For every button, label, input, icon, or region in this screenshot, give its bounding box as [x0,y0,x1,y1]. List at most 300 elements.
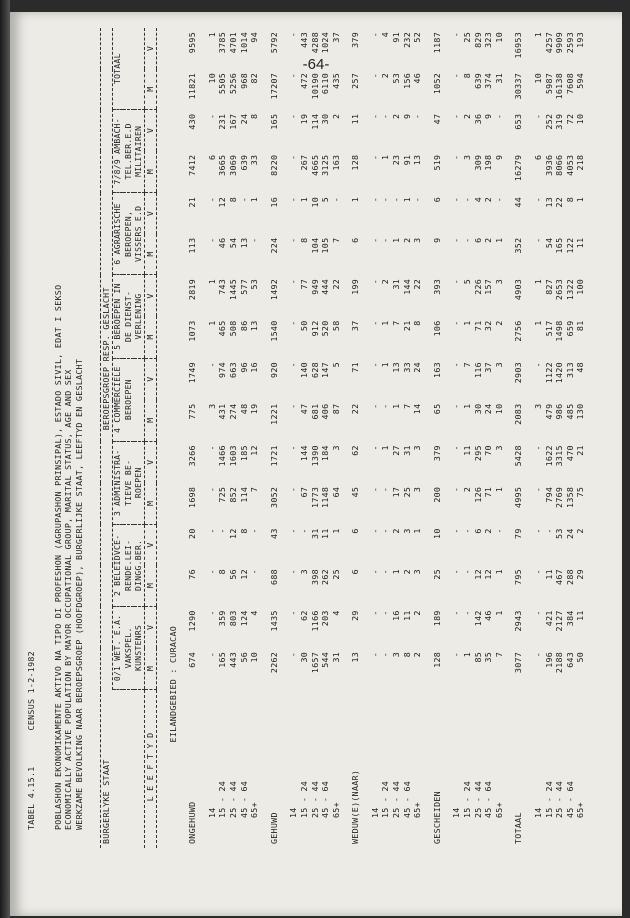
cell-value: 8220 [268,154,279,176]
cell-value: 379 [431,445,442,462]
cell-value: 163 [330,154,341,171]
cell-value: 8 [462,72,473,79]
cell-value: 24 [238,113,249,125]
table-row [320,28,331,848]
cell-value: 1 [401,196,412,203]
cell-value: 10 [309,196,320,208]
cell-value: - [369,403,380,409]
cell-value: 33 [249,154,260,166]
cell-value: 8 [227,196,238,203]
cell-value: 19 [249,403,260,415]
column-header [134,358,145,441]
sex-label: M [145,69,157,110]
sex-header-row [145,28,157,848]
cell-value: 75 [575,486,586,498]
table-row [544,28,555,848]
cell-value: 10 [575,113,586,125]
cell-value: 184 [320,445,331,462]
cell-value: 470 [564,445,575,462]
cell-value: 517 [543,320,554,337]
column-header: TIEVE BE- [123,441,134,524]
cell-value: 7608 [564,72,575,95]
cell-value: 44 [513,196,524,208]
age-label: 45 - 64 [238,780,249,818]
column-header-row [123,28,134,848]
cell-value: - [380,486,391,493]
age-label: 45 - 64 [564,780,575,818]
cell-value: - [288,610,299,616]
cell-value: 11 [462,445,473,456]
cell-value: - [462,610,473,616]
cell-value: - [288,72,299,79]
cell-value: 21 [401,320,412,332]
cell-value: 1 [391,403,402,409]
cell-value: 1698 [187,486,198,508]
cell-value: 2 [483,528,494,534]
cell-value: 1014 [238,32,249,54]
cell-value: 2 [391,113,402,120]
cell-value: - [380,610,391,616]
cell-value: - [462,196,473,203]
cell-value: - [493,528,504,534]
age-label: 65+ [249,802,260,818]
table-row [380,28,391,848]
cell-value: 126 [472,486,483,503]
group-label: ONGEHUWD [187,801,198,844]
cell-value: 71 [483,486,494,498]
cell-value: 267 [298,154,309,171]
cell-value: 262 [320,569,331,585]
cell-value: 6110 [320,72,331,95]
cell-value: - [206,528,217,534]
cell-value: 53 [391,72,402,84]
cell-value: - [533,362,543,368]
cell-value: 1290 [187,610,198,632]
cell-value: 10 [493,32,504,43]
cell-value: 6 [472,528,483,534]
age-label: 15 - 24 [543,780,554,818]
cell-value: - [206,610,217,616]
cell-value: - [369,278,380,285]
age-label: 65+ [575,802,586,818]
age-label: 14 [369,807,380,818]
table-row [391,28,402,848]
cell-value: 594 [575,72,586,89]
cell-value: 3 [462,154,473,160]
column-header: 0/1 WET. E.A. [112,606,123,689]
cell-value: 2819 [187,278,198,301]
cell-value: 1 [206,278,217,285]
cell-value: 795 [513,569,524,585]
cell-value: 829 [472,32,483,48]
table-row [462,28,473,848]
cell-value: 46 [483,610,494,621]
cell-value: 1492 [268,278,279,301]
cell-value: 130 [575,403,586,420]
cell-value: 91 [401,154,412,166]
cell-value: - [288,278,299,285]
cell-value: 9595 [187,32,198,54]
spacer-row [341,28,350,848]
cell-value: - [369,569,380,575]
cell-value: 232 [401,32,412,48]
cell-value: 1657 [309,651,320,674]
cell-value: 520 [320,320,331,337]
cell-value: - [298,528,309,534]
cell-value: - [330,196,341,203]
cell-value: 7 [391,320,402,326]
cell-value: 37 [350,320,361,332]
cell-value: 2 [412,610,423,616]
cell-value: 36 [472,113,483,125]
cell-value: 96 [238,362,249,373]
cell-value: 94 [249,32,260,43]
cell-value: 1 [380,320,391,326]
age-label: 45 - 64 [320,780,331,818]
cell-value: 2 [575,528,586,534]
cell-value: - [533,486,543,493]
cell-value: 519 [431,154,442,171]
table-row [402,28,413,848]
spacer-row [361,28,370,848]
table-row [412,28,423,848]
cell-value: 7 [493,651,504,658]
cell-value: 105 [320,237,331,254]
cell-value: 13 [412,154,423,166]
cell-value: 9 [483,113,494,120]
cell-value: - [533,610,543,616]
group-total-row [350,28,361,848]
cell-value: 2 [380,278,391,285]
cell-value: 147 [320,362,331,378]
cell-value: 35 [483,651,494,663]
cell-value: 8 [401,651,412,658]
cell-value: 6 [431,196,442,203]
divider [156,28,167,848]
table-row [207,28,218,848]
cell-value: - [288,528,299,534]
cell-value: 12 [238,569,249,580]
group-label: TOTAAL [513,812,524,844]
table-id: TABEL 4.15.1 [26,766,36,830]
cell-value: 91 [391,32,402,43]
cell-value: 37 [483,362,494,373]
cell-value: 1 [412,528,423,534]
title-papiamentu: POBLASHON EKONOMIKAMENTE AKTIVO NA TIPO DI PROFESHON (AGRUPASHON PRINSIPAL), ESTADO SIVIL, EDAT I SEKSO [52,284,63,830]
cell-value: 77 [298,278,309,290]
spacer-row [423,28,432,848]
cell-value: 7412 [187,154,198,176]
cell-value: 430 [187,113,198,130]
page-number: -64- [302,56,330,73]
cell-value: 1122 [543,362,554,384]
cell-value: 106 [431,320,442,337]
cell-value: 444 [320,278,331,295]
cell-value: - [206,113,217,120]
sex-label: V [145,606,157,648]
cell-value: - [369,362,380,368]
cell-value: 5 [330,362,341,368]
cell-value: 374 [483,72,494,89]
table-row [239,28,250,848]
cell-value: - [288,362,299,368]
sex-label: V [145,110,157,151]
cell-value: 20 [187,528,198,539]
cell-value: 11 [543,569,554,580]
cell-value: 1148 [320,486,331,508]
cell-value: 11821 [187,72,198,100]
cell-value: - [238,196,249,203]
cell-value: 544 [320,651,331,668]
cell-value: 198 [483,154,494,171]
cell-value: 11 [575,610,586,621]
cell-value: - [451,113,462,120]
column-header: ROEPEN [134,441,145,524]
cell-value: 8 [217,569,228,575]
cell-value: 22 [412,278,423,290]
cell-value: 1 [391,237,402,243]
group-total-row [432,28,443,848]
cell-value: 47 [298,403,309,415]
table-row [249,28,260,848]
stub-spacer [134,689,145,848]
cell-value: 639 [472,72,483,89]
cell-value: 3 [401,528,412,534]
cell-value: - [412,196,423,203]
cell-value: 71 [472,320,483,332]
cell-value: 203 [320,610,331,627]
cell-value: - [369,651,380,658]
cell-value: 100 [575,278,586,295]
cell-value: 9 [401,113,412,120]
cell-value: 140 [298,362,309,378]
cell-value: 8 [564,196,575,203]
cell-value: 986 [554,403,565,420]
cell-value: 128 [350,154,361,171]
cell-value: - [206,486,217,493]
cell-value: 3 [330,445,341,451]
cell-value: 12 [483,569,494,580]
divider-row [156,28,167,848]
cell-value: 29 [350,610,361,621]
cell-value: 1420 [554,362,565,384]
cell-value: - [451,237,462,243]
spacer [524,28,533,848]
spacer-row [524,28,533,848]
cell-value: 472 [298,72,309,89]
cell-value: 5 [462,278,473,285]
cell-value: 3 [298,569,309,575]
cell-value: 10 [431,528,442,539]
column-header: 4 COMMERCIELE [112,358,123,441]
book-binding-shadow [0,0,10,918]
cell-value: 968 [238,72,249,89]
cell-value: 12 [249,445,260,456]
cell-value: 359 [217,610,228,627]
cell-value: 743 [217,278,228,295]
cell-value: 4053 [564,154,575,176]
cell-value: 16953 [513,32,524,59]
sex-label: V [145,524,157,565]
cell-value: 13 [543,196,554,208]
spacer [341,28,350,848]
cell-value: - [543,528,554,534]
cell-value: - [451,569,462,575]
spacer [442,28,451,848]
cell-value: - [206,237,217,243]
table-row [494,28,505,848]
cell-value: 257 [350,72,361,89]
cell-value: 2943 [513,610,524,632]
cell-value: - [533,651,543,658]
cell-value: 4995 [513,486,524,508]
cell-value: 226 [472,278,483,295]
cell-value: 30 [320,113,331,125]
table-row [575,28,586,848]
cell-value: 58 [330,320,341,332]
cell-value: 3 [412,237,423,243]
group-total-row [269,28,280,848]
group-label: GESCHEIDEN [431,791,442,844]
cell-value: - [369,237,380,243]
cell-value: 2188 [554,651,565,674]
cell-value: - [533,445,543,451]
cell-value: 165 [554,237,565,254]
cell-value: 1 [575,196,586,203]
cell-value: - [462,569,473,575]
cell-value: 22 [350,403,361,415]
cell-value: 384 [564,610,575,627]
cell-value: 124 [238,610,249,627]
cell-value: 128 [431,651,442,668]
cell-value: 29 [575,569,586,580]
cell-value: 157 [483,278,494,295]
cell-value: 16 [249,362,260,373]
cell-value: - [249,528,260,534]
age-label: 14 [288,807,299,818]
cell-value: 224 [268,237,279,254]
column-header: VERLENING [134,275,145,358]
table-row [565,28,576,848]
cell-value: 3 [493,278,504,285]
cell-value: 24 [564,528,575,539]
cell-value: 6 [206,154,217,160]
sex-label: M [145,151,157,193]
cell-value: 5256 [227,72,238,95]
cell-value: 2083 [513,403,524,425]
cell-value: 6 [350,237,361,243]
cell-value: 295 [472,445,483,462]
cell-value: 22 [330,278,341,290]
table-row [228,28,239,848]
cell-value: 653 [513,113,524,130]
cell-value: 47 [431,113,442,125]
cell-value: 443 [227,651,238,668]
cell-value: - [391,196,402,203]
header-row-super [101,28,113,848]
group-total-row [187,28,198,848]
spacer [260,28,269,848]
column-header: VISSERS E.D [134,193,145,275]
cell-value: 113 [187,237,198,254]
cell-value: 7 [330,237,341,243]
cell-value: - [249,569,260,575]
cell-value: 1749 [187,362,198,384]
cell-value: - [288,320,299,326]
cell-value: 1 [533,278,543,285]
cell-value: - [451,32,462,38]
cell-value: 86 [238,320,249,332]
cell-value: - [369,113,380,120]
cell-value: 48 [238,403,249,415]
cell-value: 56 [227,569,238,580]
cell-value: 4701 [227,32,238,54]
cell-value: 323 [483,32,494,48]
cell-value: 189 [431,610,442,627]
cell-value: 45 [350,486,361,498]
cell-value: 25 [330,569,341,580]
cell-value: 82 [249,72,260,84]
cell-value: 6 [350,569,361,575]
cell-value: 3 [412,569,423,575]
cell-value: 30 [298,651,309,663]
cell-value: 12 [217,196,228,208]
cell-value: 912 [309,320,320,337]
cell-value: 406 [320,403,331,420]
cell-value: 920 [268,362,279,378]
age-label: 14 [206,807,217,818]
cell-value: 87 [330,403,341,415]
cell-value: 775 [187,403,198,420]
cell-value: - [462,237,473,243]
cell-value: 1435 [268,610,279,632]
cell-value: 22 [554,196,565,208]
cell-value: 1 [206,320,217,326]
cell-value: - [217,528,228,534]
cell-value: - [533,196,543,203]
group-label: WEDUW(E)(NAAR) [350,769,361,844]
cell-value: 1 [249,196,260,203]
table-id-line [26,285,37,830]
cell-value: - [451,72,462,79]
group-total-row [513,28,524,848]
cell-value: 144 [401,278,412,295]
cell-value: 85 [472,651,483,663]
cell-value: - [206,362,217,368]
cell-value: 974 [217,362,228,378]
sex-label: M [145,234,157,275]
spacer-row [504,28,513,848]
cell-value: 10 [249,651,260,663]
cell-value: - [380,528,391,534]
cell-value: 32 [483,320,494,332]
cell-value: 1 [533,320,543,326]
cell-value: 2 [412,651,423,658]
cell-value: 10190 [309,72,320,100]
column-header-row [112,28,123,848]
cell-value: 1052 [431,72,442,95]
cell-value: 6 [350,528,361,534]
cell-value: 21 [575,445,586,456]
cell-value: 688 [268,569,279,585]
cell-value: 122 [564,237,575,254]
cell-value: 24 [412,362,423,373]
cell-value: 165 [268,113,279,130]
column-header [123,28,134,110]
cell-value: - [369,486,380,493]
cell-value: 1166 [309,610,320,632]
cell-value: 3 [493,445,504,451]
